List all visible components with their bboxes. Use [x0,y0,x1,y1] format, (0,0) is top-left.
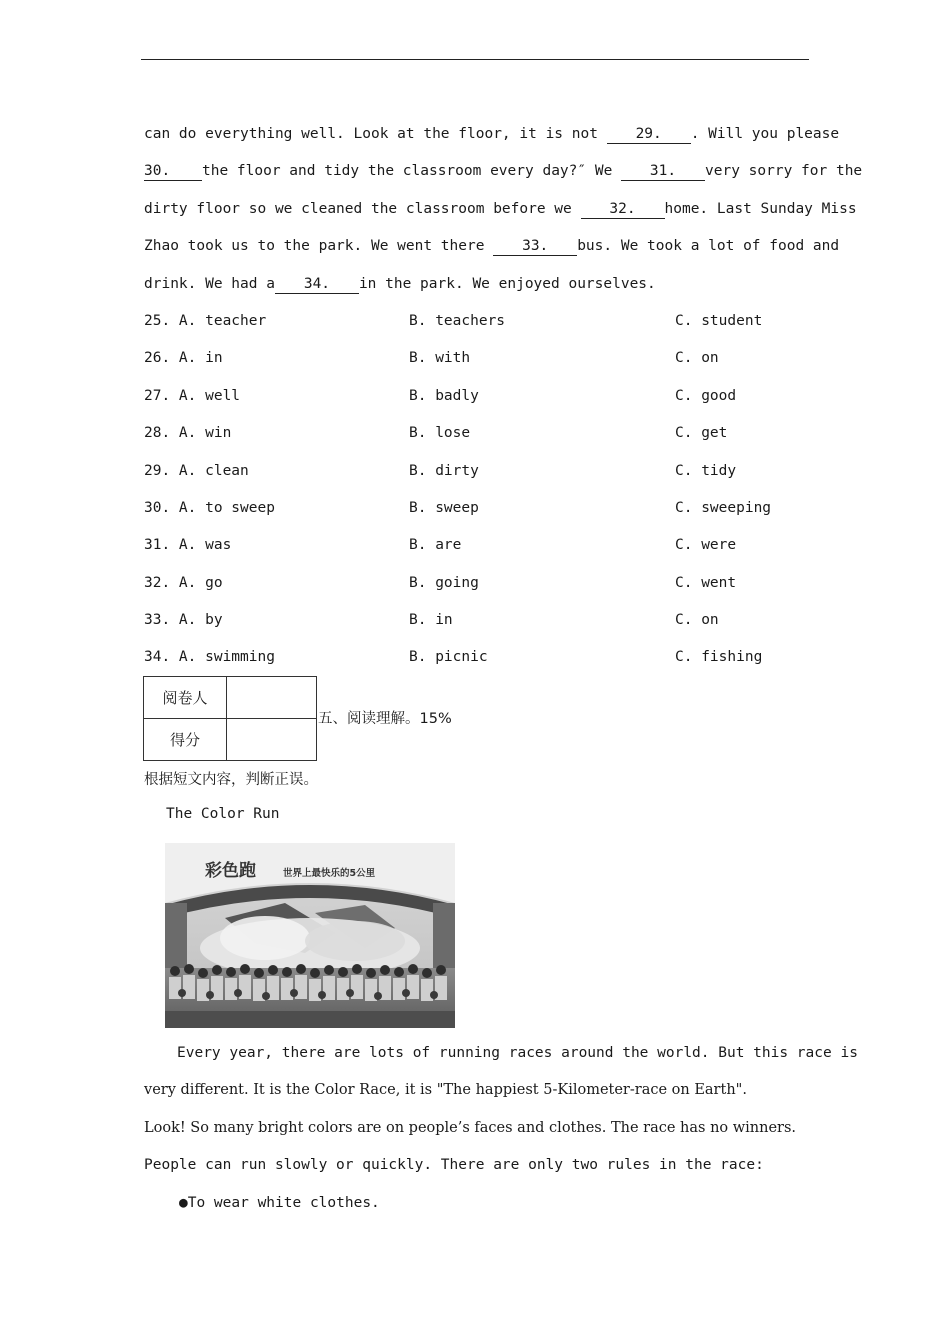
passage-text: in the park. We enjoyed ourselves. [358,275,656,292]
instruction: 根据短文内容，判断正误。 [144,772,318,788]
section-title: 五、阅读理解。15% [318,711,452,727]
rule-text: To wear white clothes. [187,1194,380,1211]
score-table [143,676,317,761]
option-c: C. good [675,387,737,404]
option-a: 29. A. clean [144,462,249,479]
blank-31: 31. [621,162,705,181]
option-c: C. on [675,350,719,367]
passage-text: drink. We had a [144,275,275,292]
option-a: 31. A. was [144,537,232,554]
passage-text: home. Last Sunday Miss [664,200,857,217]
option-b: B. picnic [409,649,488,666]
passage-line [144,153,863,190]
option-c: C. sweeping [675,499,772,516]
option-b: B. dirty [409,462,479,479]
option-a: 32. A. go [144,574,223,591]
rule-item [144,1185,844,1222]
passage-line: People can run slowly or quickly. There are only two rules in the race: [144,1157,764,1174]
option-b: B. with [409,350,471,367]
option-b: B. going [409,574,479,591]
passage-line [144,228,844,265]
option-a: 30. A. to sweep [144,499,275,516]
option-b: B. lose [409,425,471,442]
option-c: C. went [675,574,737,591]
score-label: 得分 [144,719,227,761]
option-row [144,415,844,452]
option-row [144,565,844,602]
passage-text: dirty floor so we cleaned the classroom before we [144,200,581,217]
passage-line [144,116,844,153]
passage-text: bus. We took a lot of food and [577,238,840,255]
option-b: B. in [409,612,453,629]
passage-line: Look! So many bright colors are on people’s faces and clothes. The race has no winners. [144,1119,797,1136]
passage-text: very sorry for the [705,163,863,180]
option-c: C. fishing [675,649,763,666]
option-c: C. tidy [675,462,737,479]
option-b: B. badly [409,387,479,404]
header-rule [141,59,809,60]
passage-line: very different. It is the Color Race, it is "The happiest 5-Kilometer-race on Earth". [144,1082,747,1099]
cloze-passage [144,116,863,677]
option-row [144,639,844,676]
photo-banner: 彩色跑 [205,861,256,881]
option-b: B. teachers [409,312,506,329]
blank-30: 30. [144,162,202,181]
option-a: 27. A. well [144,387,241,404]
passage-text: Zhao took us to the park. We went there [144,238,494,255]
photo-slogan: 世界上最快乐的5公里 [283,868,376,879]
bullet-icon: ● [179,1194,188,1211]
option-row [144,378,844,415]
option-b: B. sweep [409,499,479,516]
option-b: B. are [409,537,462,554]
option-c: C. get [675,425,728,442]
blank-34: 34. [275,275,359,294]
blank-32: 32. [581,200,665,219]
option-c: C. student [675,312,763,329]
passage-text: . Will you please [690,126,840,142]
option-c: C. on [675,612,719,629]
option-row [144,602,844,639]
option-row [144,453,844,490]
reading-passage [144,1035,858,1222]
option-row [144,340,844,377]
reviewer-cell[interactable] [227,677,317,719]
passage-title: The Color Run [166,806,280,822]
option-row [144,303,844,340]
option-a: 34. A. swimming [144,649,275,666]
option-a: 33. A. by [144,612,223,629]
passage-line [144,191,857,228]
passage-line: Every year, there are lots of running races around the world. But this race is [177,1045,858,1061]
option-c: C. were [675,537,737,554]
option-row [144,527,844,564]
option-row [144,490,844,527]
passage-text: the floor and tidy the classroom every day?″ We [202,163,622,180]
blank-29: 29. [607,125,691,144]
color-run-photo [165,843,455,1028]
passage-line [144,266,844,303]
option-a: 25. A. teacher [144,312,267,329]
reviewer-label: 阅卷人 [144,677,227,719]
blank-33: 33. [493,237,577,256]
score-cell[interactable] [227,719,317,761]
option-a: 28. A. win [144,425,232,442]
passage-text: can do everything well. Look at the floor, it is not [144,126,607,142]
option-a: 26. A. in [144,350,223,367]
